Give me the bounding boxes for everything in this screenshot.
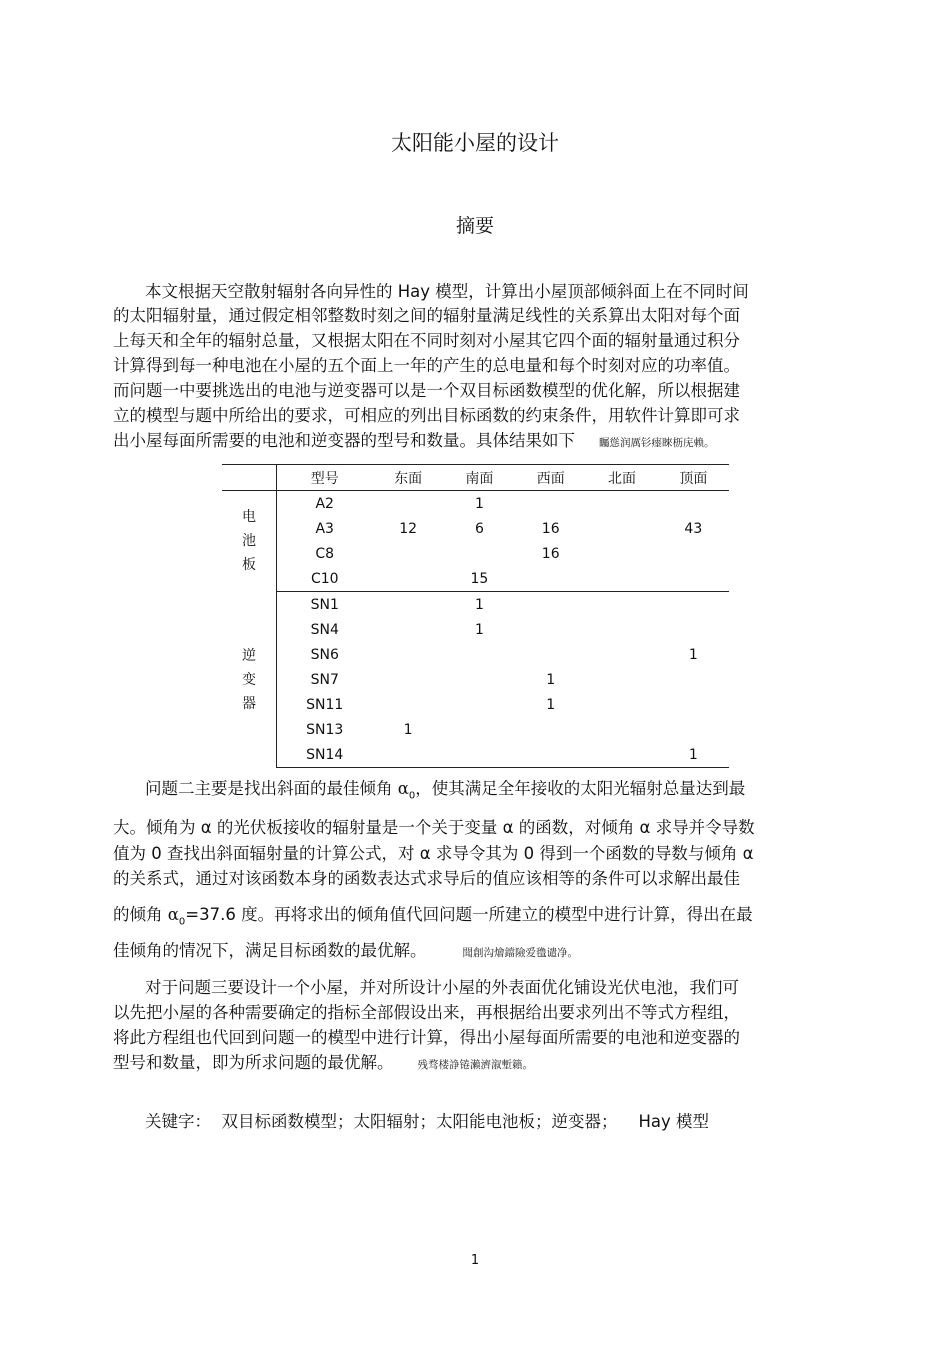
- table-cell: [586, 617, 657, 642]
- para-line-text: =37.6 度。再将求出的倾角值代回问题一所建立的模型中进行计算，得出在最: [185, 905, 753, 924]
- table-cell: [586, 717, 657, 742]
- table-cell: [515, 491, 586, 517]
- page-number: 1: [470, 1253, 480, 1268]
- table-cell: SN1: [310, 596, 339, 613]
- table-cell: [372, 566, 443, 592]
- table-cell: [586, 642, 657, 667]
- table-cell: 1: [546, 671, 556, 688]
- para-line: 的太阳辐射量，通过假定相邻整数时刻之间的辐射量满足线性的关系算出太阳对每个面: [113, 306, 740, 325]
- table-cell: A2: [315, 495, 334, 512]
- table-header-cell: 型号: [277, 465, 373, 491]
- table-cell: [444, 692, 515, 717]
- para-line: 计算得到每一种电池在小屋的五个面上一年的产生的总电量和每个时刻对应的功率值。: [113, 356, 740, 375]
- garbled-note: 残骛楼諍锩瀨濟溆塹籟。: [417, 1059, 533, 1071]
- para-line: 立的模型与题中所给出的要求，可相应的列出目标函数的约束条件，用软件计算即可求: [113, 406, 740, 425]
- para-line-text: 出小屋每面所需要的电池和逆变器的型号和数量。具体结果如下: [113, 431, 575, 450]
- table-cell: 1: [474, 596, 484, 613]
- table-row: [222, 667, 729, 692]
- table-cell: [586, 566, 657, 592]
- table-row: [222, 516, 729, 541]
- para-line-text: 问题二主要是找出斜面的最佳倾角: [145, 779, 398, 798]
- table-header-cell: 南面: [444, 465, 515, 491]
- para-line: 大。倾角为 α 的光伏板接收的辐射量是一个关于变量 α 的函数，对倾角 α 求导并令导数: [113, 818, 755, 837]
- para-line: [113, 940, 578, 964]
- table-cell: [586, 742, 657, 768]
- garbled-note: 聞創沟燴鐺險爱氇谴净。: [462, 947, 578, 959]
- table-cell: 43: [684, 520, 703, 537]
- table-cell: C10: [277, 566, 373, 592]
- table-cell: 16: [541, 520, 560, 537]
- table-row: [222, 541, 729, 566]
- table-cell: [372, 692, 443, 717]
- table-cell: [586, 692, 657, 717]
- results-table: [222, 464, 729, 768]
- alpha-symbol: α: [397, 779, 409, 798]
- table-cell: [586, 592, 657, 618]
- table-cell: [515, 642, 586, 667]
- table-cell: [372, 541, 443, 566]
- table-cell: [515, 742, 586, 768]
- table-cell: [586, 541, 657, 566]
- table-cell: [444, 541, 515, 566]
- table-cell: [658, 491, 729, 517]
- para-line: [113, 430, 715, 454]
- abstract-heading: 摘要: [455, 215, 494, 237]
- table-cell: SN7: [310, 671, 339, 688]
- table-row: [222, 566, 729, 592]
- table-cell: SN4: [310, 621, 339, 638]
- garbled-note: 矚慫润厲钐瘗睞枥庑赖。: [599, 437, 715, 449]
- table-cell: 12: [399, 520, 418, 537]
- table-cell: 15: [444, 566, 515, 592]
- para-line: 的关系式，通过对该函数本身的函数表达式求导后的值应该相等的条件可以求解出最佳: [113, 869, 740, 888]
- table-cell: [658, 541, 729, 566]
- table-cell: [658, 592, 729, 618]
- table-header-cell: 北面: [586, 465, 657, 491]
- keywords: 关键字： 双目标函数模型；太阳辐射；太阳能电池板；逆变器； Hay 模型: [145, 1112, 709, 1131]
- subscript-zero: 0: [408, 790, 416, 802]
- table-cell: [444, 717, 515, 742]
- group-label-text: 电池板: [242, 509, 256, 574]
- para-line: 值为 0 查找出斜面辐射量的计算公式，对 α 求导令其为 0 得到一个函数的导数与倾角 α: [113, 844, 754, 863]
- table-cell: [372, 491, 443, 517]
- table-header-row: [222, 465, 729, 491]
- table-cell: [372, 592, 443, 618]
- para-line-text: 的倾角: [113, 905, 168, 924]
- table-cell: [658, 692, 729, 717]
- table-cell: 6: [474, 520, 484, 537]
- para-line: 将此方程组也代回到问题一的模型中进行计算，得出小屋每面所需要的电池和逆变器的: [113, 1028, 740, 1047]
- para-line-text: ，使其满足全年接收的太阳光辐射总量达到最: [415, 779, 746, 798]
- group-label-text: 逆变器: [242, 647, 256, 712]
- table-cell: SN13: [306, 721, 344, 738]
- para-line: [113, 1052, 533, 1076]
- table-cell: [515, 592, 586, 618]
- para-line: 上每天和全年的辐射总量，又根据太阳在不同时刻对小屋其它四个面的辐射量通过积分: [113, 331, 740, 350]
- table-cell: [444, 742, 515, 768]
- para-line-text: 佳倾角的情况下，满足目标函数的最优解。: [113, 941, 427, 960]
- group-label-inverter: [222, 592, 277, 768]
- table-cell: SN11: [306, 696, 344, 713]
- table-cell: [586, 516, 657, 541]
- table-cell: 1: [688, 646, 698, 663]
- table-cell: 1: [403, 721, 413, 738]
- table-row: [222, 491, 729, 517]
- subscript-zero: 0: [178, 916, 186, 928]
- page-title: 太阳能小屋的设计: [391, 131, 559, 155]
- para-line: 本文根据天空散射辐射各向异性的 Hay 模型，计算出小屋顶部倾斜面上在不同时间: [145, 282, 749, 301]
- para-line-text: 型号和数量，即为所求问题的最优解。: [113, 1053, 394, 1072]
- table-row: [222, 592, 729, 618]
- table-row: [222, 717, 729, 742]
- table-cell: C8: [315, 545, 335, 562]
- table-row: [222, 642, 729, 667]
- para-line: 而问题一中要挑选出的电池与逆变器可以是一个双目标函数模型的优化解，所以根据建: [113, 381, 740, 400]
- table-row: [222, 692, 729, 717]
- table-header-cell: 东面: [372, 465, 443, 491]
- table-cell: 1: [474, 495, 484, 512]
- table-cell: 1: [546, 696, 556, 713]
- table-cell: [444, 667, 515, 692]
- para-line: 对于问题三要设计一个小屋，并对所设计小屋的外表面优化铺设光伏电池，我们可: [145, 978, 739, 997]
- table-cell: SN14: [277, 742, 373, 768]
- table-cell: 1: [474, 621, 484, 638]
- table-cell: [372, 667, 443, 692]
- table-cell: [372, 742, 443, 768]
- table-cell: SN6: [310, 646, 339, 663]
- para-line: [113, 904, 753, 933]
- table-header-cell: 顶面: [658, 465, 729, 491]
- table-cell: [515, 717, 586, 742]
- table-cell: [658, 617, 729, 642]
- table-cell: [586, 667, 657, 692]
- table-cell: [444, 642, 515, 667]
- table-cell: 1: [658, 742, 729, 768]
- table-cell: [658, 717, 729, 742]
- table-cell: [658, 667, 729, 692]
- table-cell: [586, 491, 657, 517]
- table-cell: 16: [541, 545, 560, 562]
- para-line: 以先把小屋的各种需要确定的指标全部假设出来，再根据给出要求列出不等式方程组，: [113, 1003, 740, 1022]
- table-cell: [515, 566, 586, 592]
- table-header-cell: 西面: [515, 465, 586, 491]
- table-header-cell: [222, 465, 277, 491]
- para-line: [145, 778, 745, 807]
- table-cell: [372, 617, 443, 642]
- table-row: [222, 617, 729, 642]
- table-cell: [372, 642, 443, 667]
- group-label-battery: [222, 491, 277, 592]
- table-cell: [658, 566, 729, 592]
- table-cell: A3: [315, 520, 334, 537]
- alpha-symbol: α: [167, 905, 179, 924]
- table-row: [222, 742, 729, 768]
- table-cell: [515, 617, 586, 642]
